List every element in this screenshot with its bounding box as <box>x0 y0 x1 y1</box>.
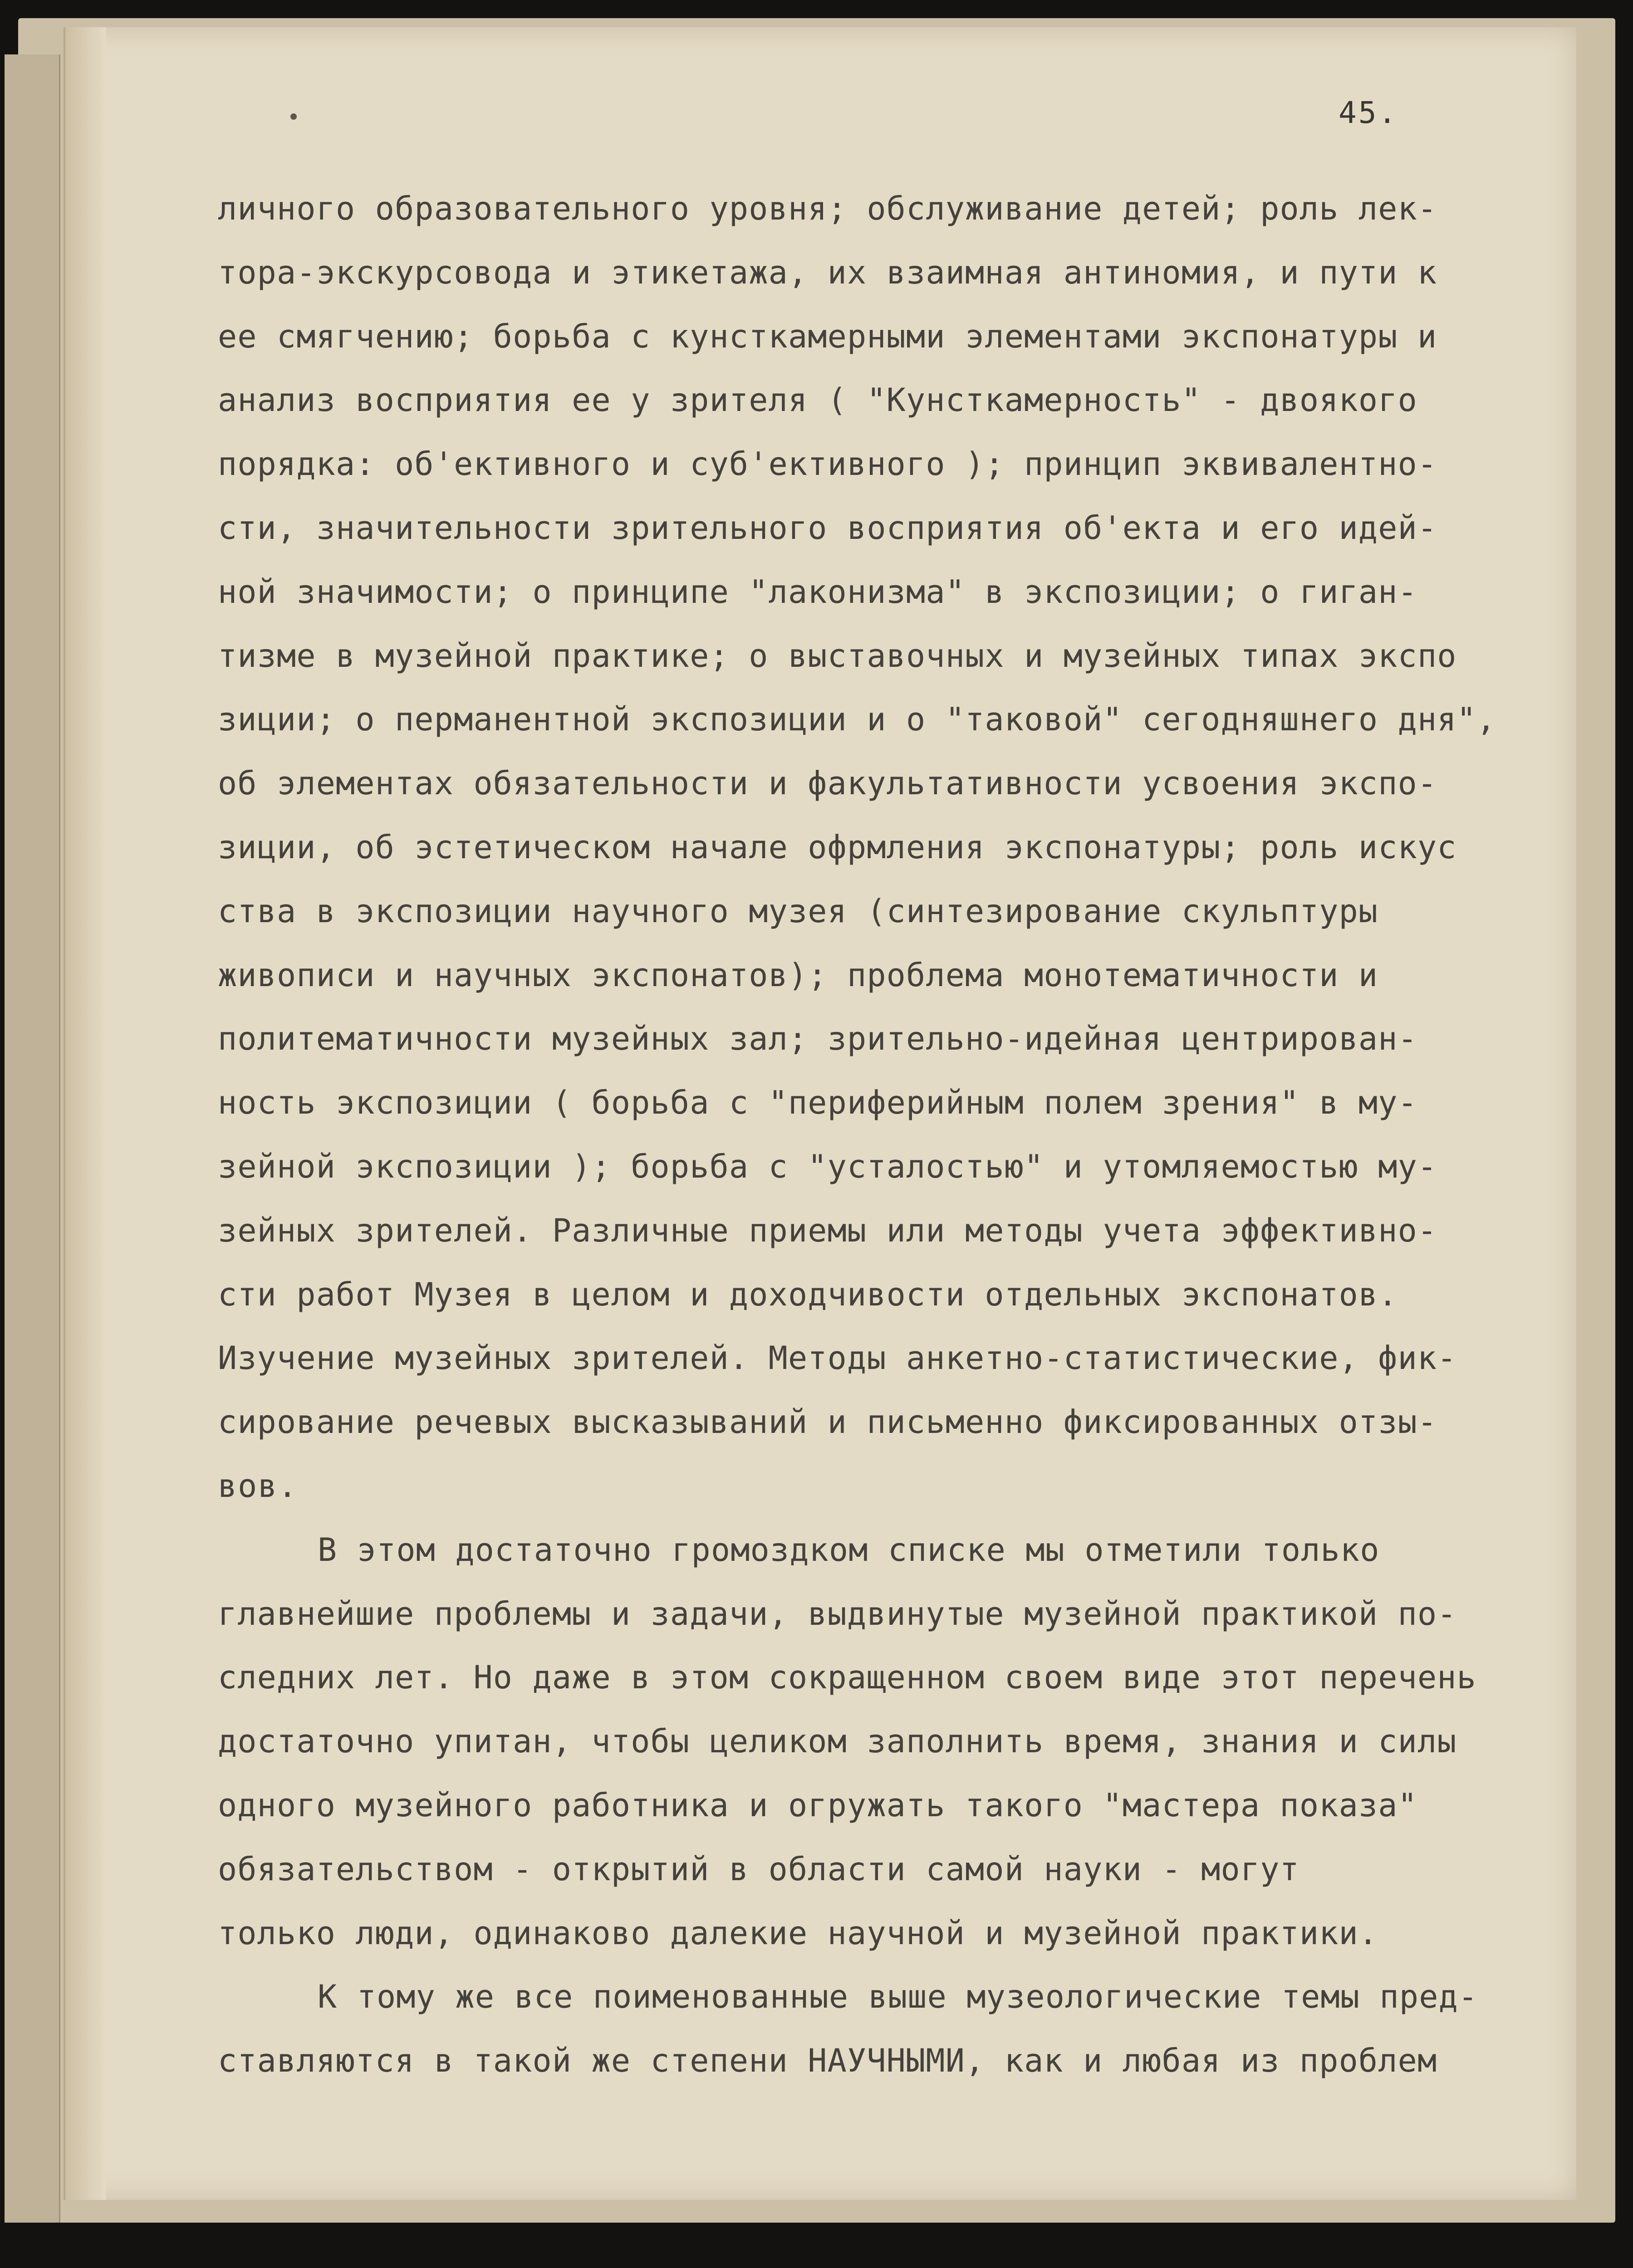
text-line: В этом достаточно громоздком списке мы отметили только <box>318 1531 1380 1569</box>
text-line: зейной экспозиции ); борьба с "усталостью" и утомляемостью му- <box>218 1148 1437 1185</box>
text-line: живописи и научных экспонатов); проблема монотематичности и <box>218 956 1378 994</box>
text-line: об элементах обязательности и факультативности усвоения экспо- <box>218 765 1437 802</box>
text-line: сти работ Музея в целом и доходчивости отдельных экспонатов. <box>218 1276 1398 1313</box>
text-line: только люди, одинаково далекие научной и музейной практики. <box>218 1914 1378 1952</box>
text-line: личного образовательного уровня; обслуживание детей; роль лек- <box>218 190 1437 227</box>
underlying-sheet-edge <box>5 54 60 2223</box>
text-line: Изучение музейных зрителей. Методы анкетно-статистические, фик- <box>218 1339 1457 1377</box>
text-line: ства в экспозиции научного музея (синтезирование скульптуры <box>218 892 1378 930</box>
text-line: порядка: об'ективного и суб'ективного ); принцип эквивалентно- <box>218 445 1437 483</box>
text-line: обязательством - открытий в области самой науки - могут <box>218 1850 1300 1888</box>
text-line: анализ восприятия ее у зрителя ( "Кунсткамерность" - двоякого <box>218 381 1417 419</box>
text-line: зейных зрителей. Различные приемы или методы учета эффективно- <box>218 1212 1437 1249</box>
text-line: следних лет. Но даже в этом сокращенном своем виде этот перечень <box>218 1659 1476 1696</box>
text-line: ставляются в такой же степени НАУЧНЫМИ, как и любая из проблем <box>218 2042 1437 2080</box>
text-line: зиции, об эстетическом начале офрмления экспонатуры; роль искус <box>218 828 1457 866</box>
text-line: вов. <box>218 1467 298 1505</box>
text-line: ее смягчению; борьба с кунсткамерными элементами экспонатуры и <box>218 318 1437 355</box>
page-fold <box>65 27 106 2200</box>
text-line: главнейшие проблемы и задачи, выдвинутые музейной практикой по- <box>218 1595 1457 1633</box>
text-line: тора-экскурсовода и этикетажа, их взаимная антиномия, и пути к <box>218 254 1437 291</box>
page-number: 45. <box>1339 95 1398 130</box>
text-line: сирование речевых высказываний и письменно фиксированных отзы- <box>218 1403 1437 1441</box>
text-line: достаточно упитан, чтобы целиком заполнить время, знания и силы <box>218 1723 1457 1760</box>
text-line: тизме в музейной практике; о выставочных и музейных типах экспо <box>218 637 1457 675</box>
text-line: одного музейного работника и огружать такого "мастера показа" <box>218 1786 1417 1824</box>
ink-mark <box>290 113 297 120</box>
text-line: сти, значительности зрительного восприятия об'екта и его идей- <box>218 509 1437 547</box>
text-line: ность экспозиции ( борьба с "периферийным полем зрения" в му- <box>218 1084 1417 1122</box>
body-text <box>218 177 1570 2093</box>
text-line: зиции; о перманентной экспозиции и о "таковой" сегодняшнего дня", <box>218 701 1496 738</box>
text-line: К тому же все поименованные выше музеологические темы пред- <box>318 1978 1478 2016</box>
text-line: ной значимости; о принципе "лаконизма" в экспозиции; о гиган- <box>218 573 1417 611</box>
text-line: политематичности музейных зал; зрительно-идейная центрирован- <box>218 1020 1417 1058</box>
